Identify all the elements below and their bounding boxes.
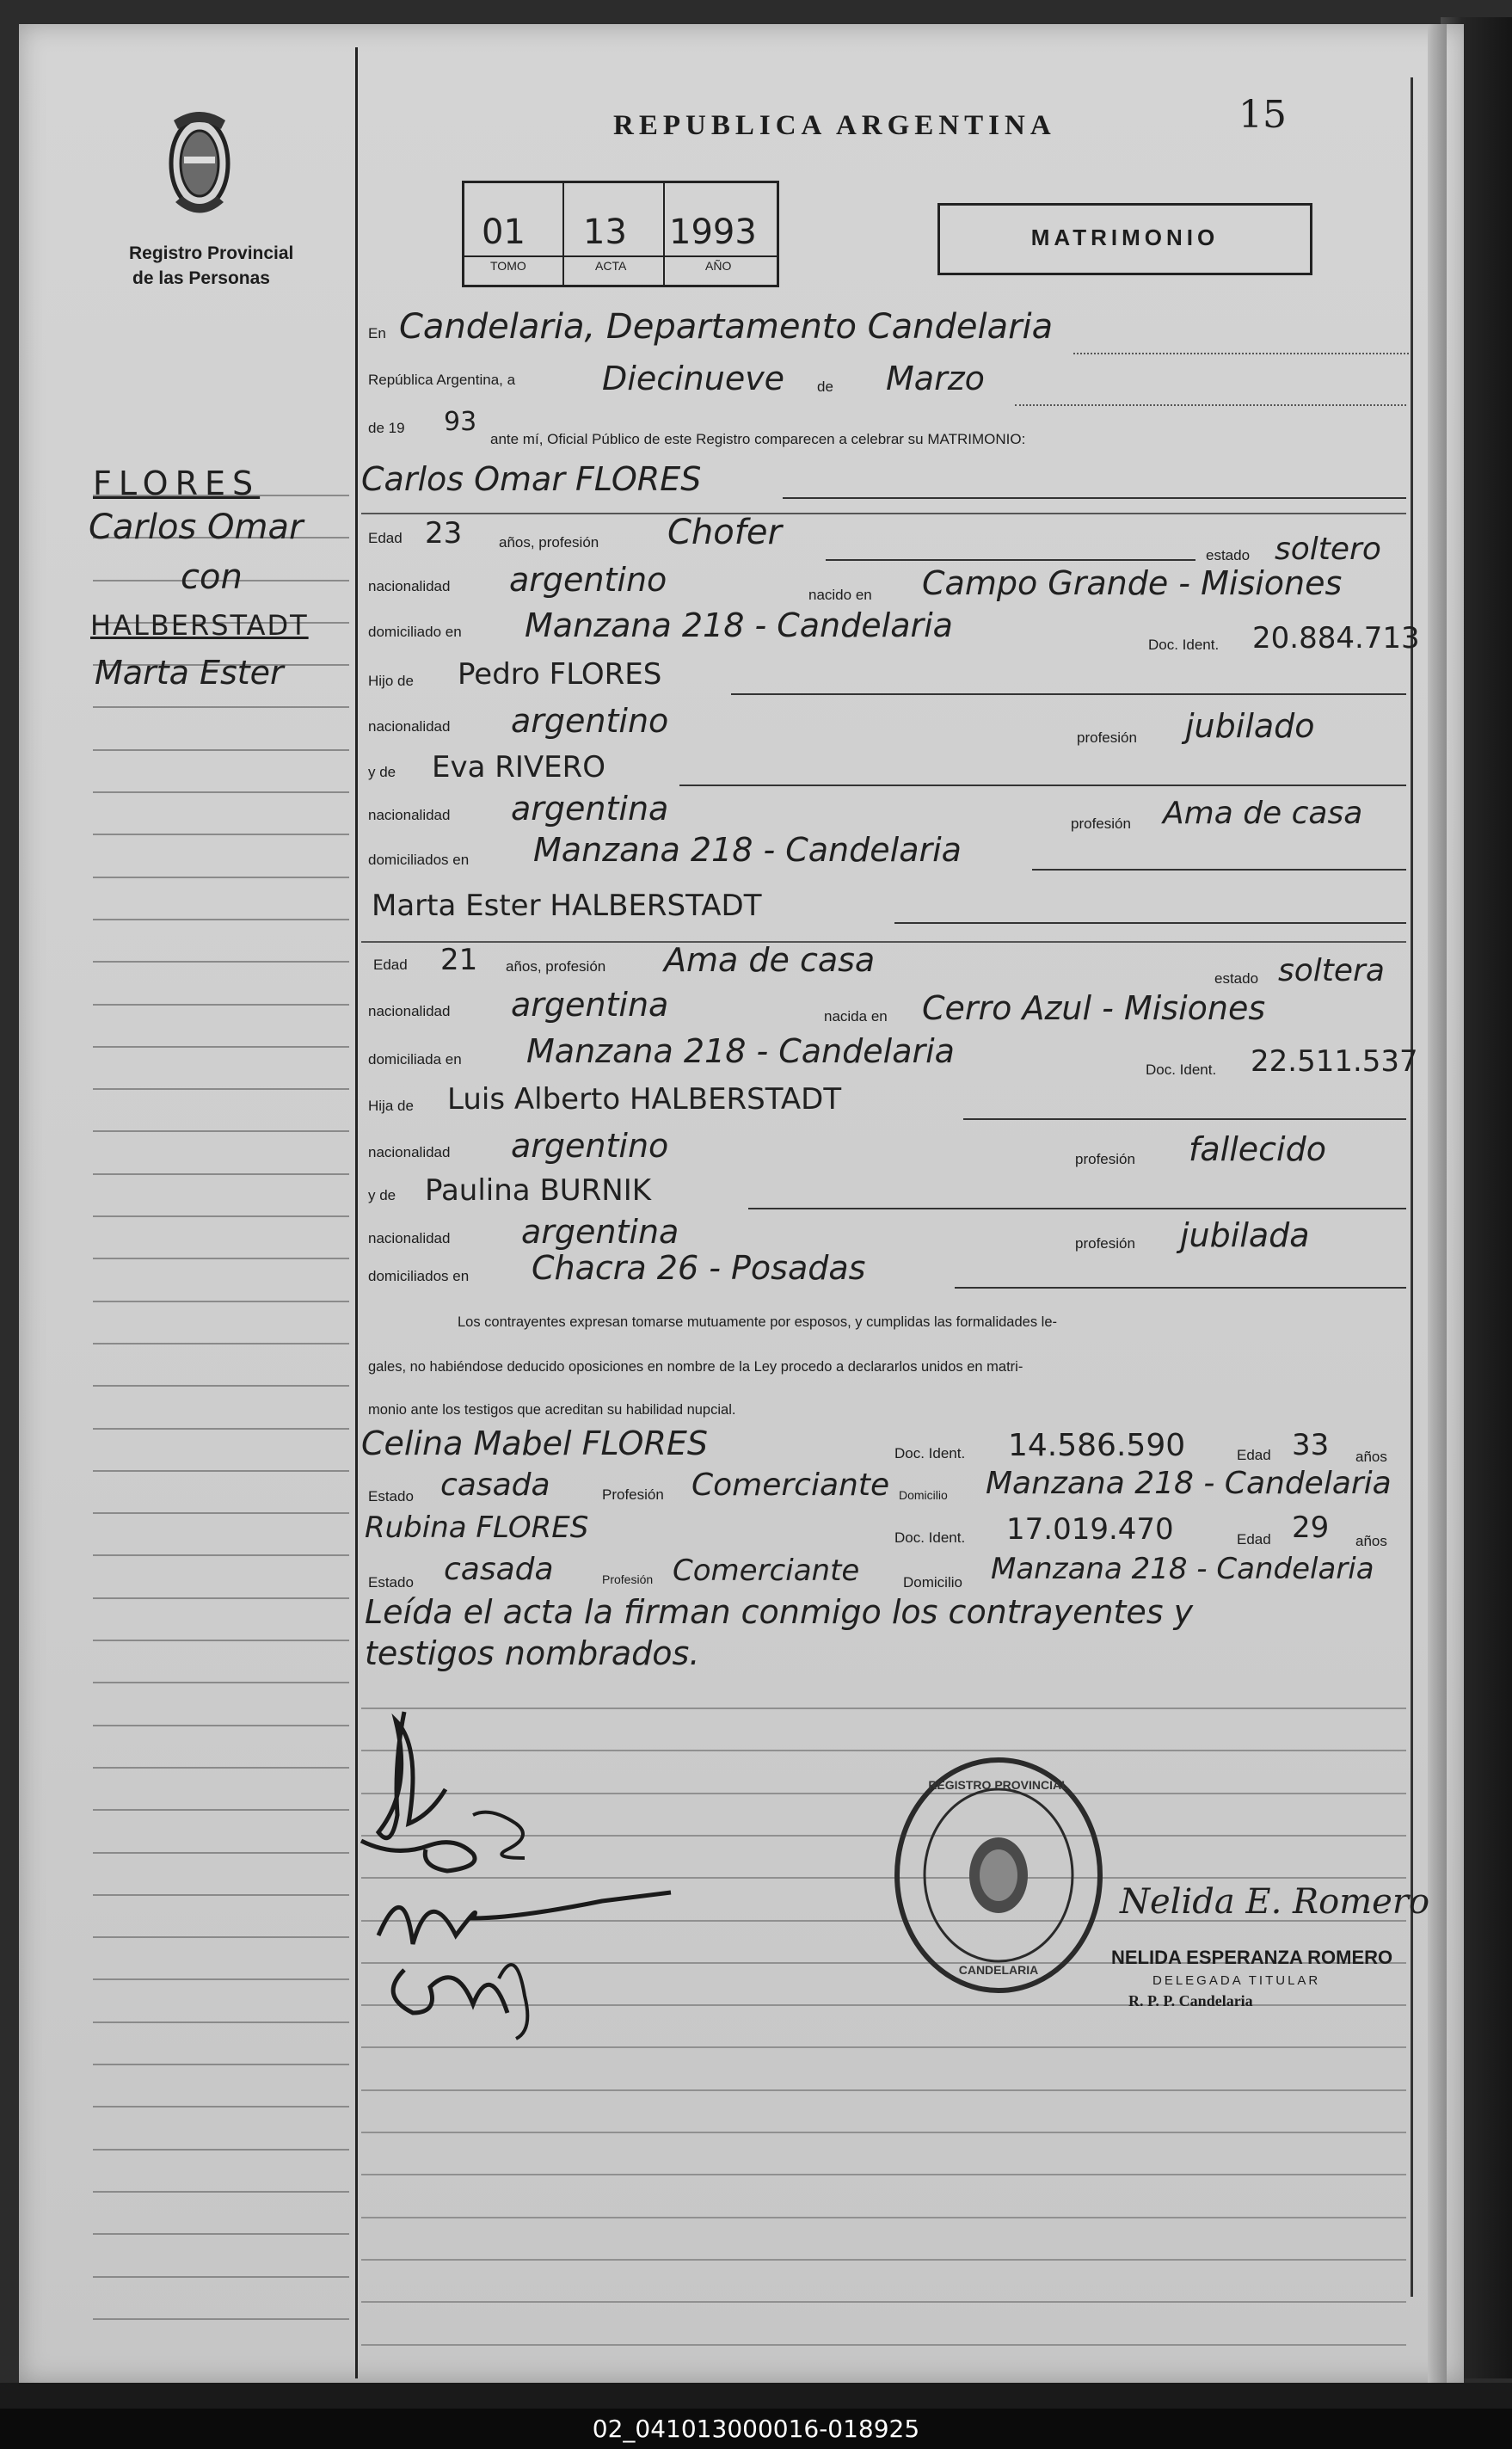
margin-rule-line — [93, 2276, 349, 2278]
margin-rule-line — [93, 2318, 349, 2320]
anio-label: AÑO — [705, 259, 732, 273]
officer-title: DELEGADA TITULAR — [1152, 1973, 1321, 1988]
officer-signature: Nelida E. Romero — [1120, 1882, 1430, 1922]
official-seal — [891, 1755, 1106, 1996]
bride-parents-dom-label: domiciliados en — [368, 1268, 470, 1284]
tomo-value: 01 — [482, 212, 526, 252]
groom-mother: Eva RIVERO — [432, 750, 606, 785]
bride-doc-label: Doc. Ident. — [1146, 1061, 1217, 1078]
margin-rule-line — [93, 1978, 349, 1980]
bride-domicilio-label: domiciliada en — [368, 1051, 462, 1068]
witness1-domicilio-label: Domicilio — [899, 1488, 948, 1502]
bride-age: 21 — [440, 943, 478, 977]
acta-label: ACTA — [595, 259, 627, 273]
record-type-box — [937, 203, 1312, 275]
margin-rule-line — [93, 1640, 349, 1641]
bride-nationality: argentina — [511, 986, 669, 1024]
bride-mother: Paulina BURNIK — [425, 1173, 652, 1208]
acta-value: 13 — [583, 212, 627, 252]
bride-father-nat: argentino — [511, 1127, 669, 1165]
groom-domicilio-label: domiciliado en — [368, 624, 462, 640]
body-rule-line — [361, 2344, 1406, 2346]
anio-value: 1993 — [669, 212, 757, 252]
coat-of-arms-emblem — [165, 103, 234, 232]
margin-rule-line — [93, 834, 349, 835]
bride-father-label: Hija de — [368, 1098, 414, 1114]
declaration-line2: gales, no habiéndose deducido oposiciones en nombre de la Ley procedo a declararlos unidos en matri- — [368, 1359, 1023, 1375]
bride-father-prof: fallecido — [1189, 1130, 1326, 1168]
witness2-profesion-label: Profesión — [602, 1572, 654, 1586]
bride-mother-nat-label: nacionalidad — [368, 1230, 451, 1246]
groom-father-label: Hijo de — [368, 673, 414, 689]
closing-line2: testigos nombrados. — [365, 1634, 700, 1672]
witness1-edad-label: Edad — [1237, 1447, 1271, 1463]
margin-rule-line — [93, 1554, 349, 1556]
margin-rule-line — [93, 1894, 349, 1896]
margin-rule-line — [93, 1512, 349, 1514]
groom-parents-dom: Manzana 218 - Candelaria — [533, 831, 962, 869]
groom-parents-dom-label: domiciliados en — [368, 852, 470, 868]
witness2-estado: casada — [444, 1552, 554, 1587]
margin-rule-line — [93, 1215, 349, 1217]
record-type: MATRIMONIO — [1030, 225, 1220, 250]
margin-given-groom: Carlos Omar — [89, 508, 304, 547]
margin-rule-line — [93, 2021, 349, 2023]
witness2-domicilio-label: Domicilio — [903, 1574, 962, 1591]
groom-doc: 20.884.713 — [1252, 621, 1420, 655]
month: Marzo — [886, 360, 985, 397]
bride-estado: soltera — [1278, 953, 1385, 988]
bride-doc: 22.511.537 — [1251, 1044, 1418, 1079]
margin-rule-line — [93, 1130, 349, 1132]
place: Candelaria, Departamento Candelaria — [399, 307, 1054, 347]
bride-mother-nat: argentina — [521, 1213, 679, 1251]
officer-office: R. P. P. Candelaria — [1128, 1992, 1253, 2009]
witness1-domicile: Manzana 218 - Candelaria — [986, 1466, 1392, 1501]
bride-father: Luis Alberto HALBERSTADT — [447, 1082, 842, 1117]
groom-nacionalidad-label: nacionalidad — [368, 578, 451, 594]
groom-mother-prof-label: profesión — [1071, 815, 1131, 832]
witness1-doc-label: Doc. Ident. — [894, 1445, 966, 1461]
en-label: En — [368, 325, 386, 342]
margin-rule-line — [93, 1004, 349, 1006]
groom-edad-label: Edad — [368, 530, 403, 546]
margin-rule-line — [93, 2106, 349, 2107]
witness1-doc: 14.586.590 — [1008, 1428, 1186, 1463]
margin-rule-line — [93, 1936, 349, 1938]
bride-nacida-label: nacida en — [824, 1008, 888, 1025]
bride-profession: Ama de casa — [664, 941, 876, 979]
groom-mother-nat: argentina — [511, 790, 669, 828]
body-rule-line — [361, 2259, 1406, 2261]
groom-birthplace: Campo Grande - Misiones — [922, 564, 1343, 602]
margin-rule-line — [93, 1088, 349, 1090]
witness2-estado-label: Estado — [368, 1574, 414, 1591]
margin-rule-line — [93, 961, 349, 963]
groom-mother-prof: Ama de casa — [1163, 796, 1363, 831]
de-label: de — [817, 378, 833, 395]
groom-estado: soltero — [1275, 532, 1381, 567]
witness2-anios-label: años — [1355, 1533, 1387, 1549]
body-rule-line — [361, 2132, 1406, 2133]
margin-rule-line — [93, 1173, 349, 1175]
margin-surname-groom: FLORES — [93, 465, 261, 502]
witness2-name: Rubina FLORES — [365, 1511, 589, 1545]
republica-label: República Argentina, a — [368, 372, 516, 388]
declaration-line1: Los contrayentes expresan tomarse mutuamente por esposos, y cumplidas las formalidades le- — [458, 1314, 1058, 1330]
margin-rule-line — [93, 1428, 349, 1430]
country-title: REPUBLICA ARGENTINA — [613, 110, 1056, 141]
bride-parents-dom: Chacra 26 - Posadas — [532, 1249, 866, 1287]
bride-nacionalidad-label: nacionalidad — [368, 1003, 451, 1019]
body-rule-line — [361, 2301, 1406, 2303]
book-bottom — [0, 2383, 1512, 2409]
margin-rule-line — [93, 1343, 349, 1344]
intro-statement: ante mí, Oficial Público de este Registro comparecen a celebrar su MATRIMONIO: — [490, 431, 1026, 447]
witness1-profesion-label: Profesión — [602, 1486, 664, 1503]
margin-rule-line — [93, 1046, 349, 1048]
registry-name-line1: Registro Provincial — [129, 243, 294, 263]
witness2-doc: 17.019.470 — [1006, 1512, 1174, 1547]
page-number: 15 — [1238, 93, 1287, 137]
margin-rule-line — [93, 2233, 349, 2235]
witness1-estado: casada — [440, 1468, 550, 1503]
margin-rule-line — [93, 1301, 349, 1302]
witness1-anios-label: años — [1355, 1449, 1387, 1465]
margin-rule-line — [93, 1258, 349, 1259]
bride-birthplace: Cerro Azul - Misiones — [922, 989, 1266, 1027]
declaration-line3: monio ante los testigos que acreditan su habilidad nupcial. — [368, 1402, 736, 1418]
officer-name: NELIDA ESPERANZA ROMERO — [1111, 1947, 1393, 1968]
party-signatures — [344, 1686, 705, 2056]
bride-edad-label: Edad — [373, 957, 408, 973]
margin-given-bride: Marta Ester — [95, 654, 284, 692]
bride-domicile: Manzana 218 - Candelaria — [526, 1032, 955, 1070]
groom-mother-label: y de — [368, 764, 396, 780]
margin-rule-line — [93, 1767, 349, 1769]
groom-age: 23 — [425, 516, 463, 551]
witness1-estado-label: Estado — [368, 1488, 414, 1504]
year-prefix: de 19 — [368, 420, 405, 436]
groom-nacido-label: nacido en — [808, 587, 872, 603]
margin-rule-line — [93, 2191, 349, 2193]
groom-nationality: argentino — [509, 561, 667, 599]
page-edge — [1428, 24, 1447, 2383]
margin-rule-line — [93, 791, 349, 793]
margin-rule-line — [93, 706, 349, 708]
bride-father-prof-label: profesión — [1075, 1151, 1135, 1167]
witness2-profession: Comerciante — [673, 1554, 860, 1588]
margin-rule-line — [93, 1597, 349, 1599]
bride-mother-prof-label: profesión — [1075, 1235, 1135, 1252]
margin-rule-line — [93, 2149, 349, 2151]
closing-line1: Leída el acta la firman conmigo los contrayentes y — [365, 1593, 1194, 1631]
groom-doc-label: Doc. Ident. — [1148, 637, 1220, 653]
witness1-name: Celina Mabel FLORES — [361, 1424, 708, 1462]
groom-estado-label: estado — [1206, 547, 1251, 563]
groom-father-nat: argentino — [511, 702, 669, 740]
groom-profession: Chofer — [667, 513, 782, 552]
body-rule-line — [361, 2089, 1406, 2091]
day: Diecinueve — [602, 360, 785, 397]
witness2-doc-label: Doc. Ident. — [894, 1529, 966, 1546]
margin-rule-line — [93, 877, 349, 878]
witness2-edad-label: Edad — [1237, 1531, 1271, 1548]
groom-father-prof-label: profesión — [1077, 729, 1137, 746]
groom-father-nat-label: nacionalidad — [368, 718, 451, 735]
groom-mother-nat-label: nacionalidad — [368, 807, 451, 823]
margin-con: con — [181, 557, 243, 597]
witness2-domicile: Manzana 218 - Candelaria — [991, 1552, 1374, 1586]
svg-text:REGISTRO PROVINCIAL: REGISTRO PROVINCIAL — [928, 1778, 1069, 1792]
bride-name: Marta Ester HALBERSTADT — [372, 889, 762, 923]
tomo-label: TOMO — [490, 259, 526, 273]
witness1-age: 33 — [1292, 1428, 1330, 1462]
bride-mother-label: y de — [368, 1187, 396, 1203]
margin-rule-line — [93, 1852, 349, 1854]
groom-father: Pedro FLORES — [458, 657, 662, 692]
witness1-profession: Comerciante — [691, 1468, 890, 1503]
margin-rule-line — [93, 1682, 349, 1683]
bride-estado-label: estado — [1214, 970, 1259, 987]
body-rule-line — [361, 2217, 1406, 2218]
margin-rule-line — [93, 1725, 349, 1726]
bride-anios-profesion-label: años, profesión — [506, 958, 606, 975]
groom-domicile: Manzana 218 - Candelaria — [525, 606, 953, 644]
year-suffix: 93 — [444, 407, 477, 437]
witness2-age: 29 — [1292, 1511, 1330, 1545]
body-rule-line — [361, 2174, 1406, 2175]
margin-surname-bride: HALBERSTADT — [90, 609, 309, 642]
margin-rule-line — [93, 1809, 349, 1811]
margin-rule-line — [93, 2064, 349, 2065]
groom-name: Carlos Omar FLORES — [361, 460, 702, 498]
margin-rule-line — [93, 919, 349, 920]
bride-mother-prof: jubilada — [1180, 1216, 1310, 1254]
bride-father-nat-label: nacionalidad — [368, 1144, 451, 1160]
right-border-line — [1411, 77, 1413, 2297]
margin-rule-line — [93, 1385, 349, 1387]
record-id-box — [462, 181, 779, 287]
registry-name-line2: de las Personas — [132, 268, 270, 288]
svg-text:CANDELARIA: CANDELARIA — [958, 1963, 1039, 1977]
groom-father-prof: jubilado — [1185, 707, 1315, 745]
margin-rule-line — [93, 749, 349, 751]
file-id-caption: 02_041013000016-018925 — [0, 2409, 1512, 2449]
groom-anios-profesion-label: años, profesión — [499, 534, 599, 551]
margin-rule-line — [93, 1470, 349, 1472]
